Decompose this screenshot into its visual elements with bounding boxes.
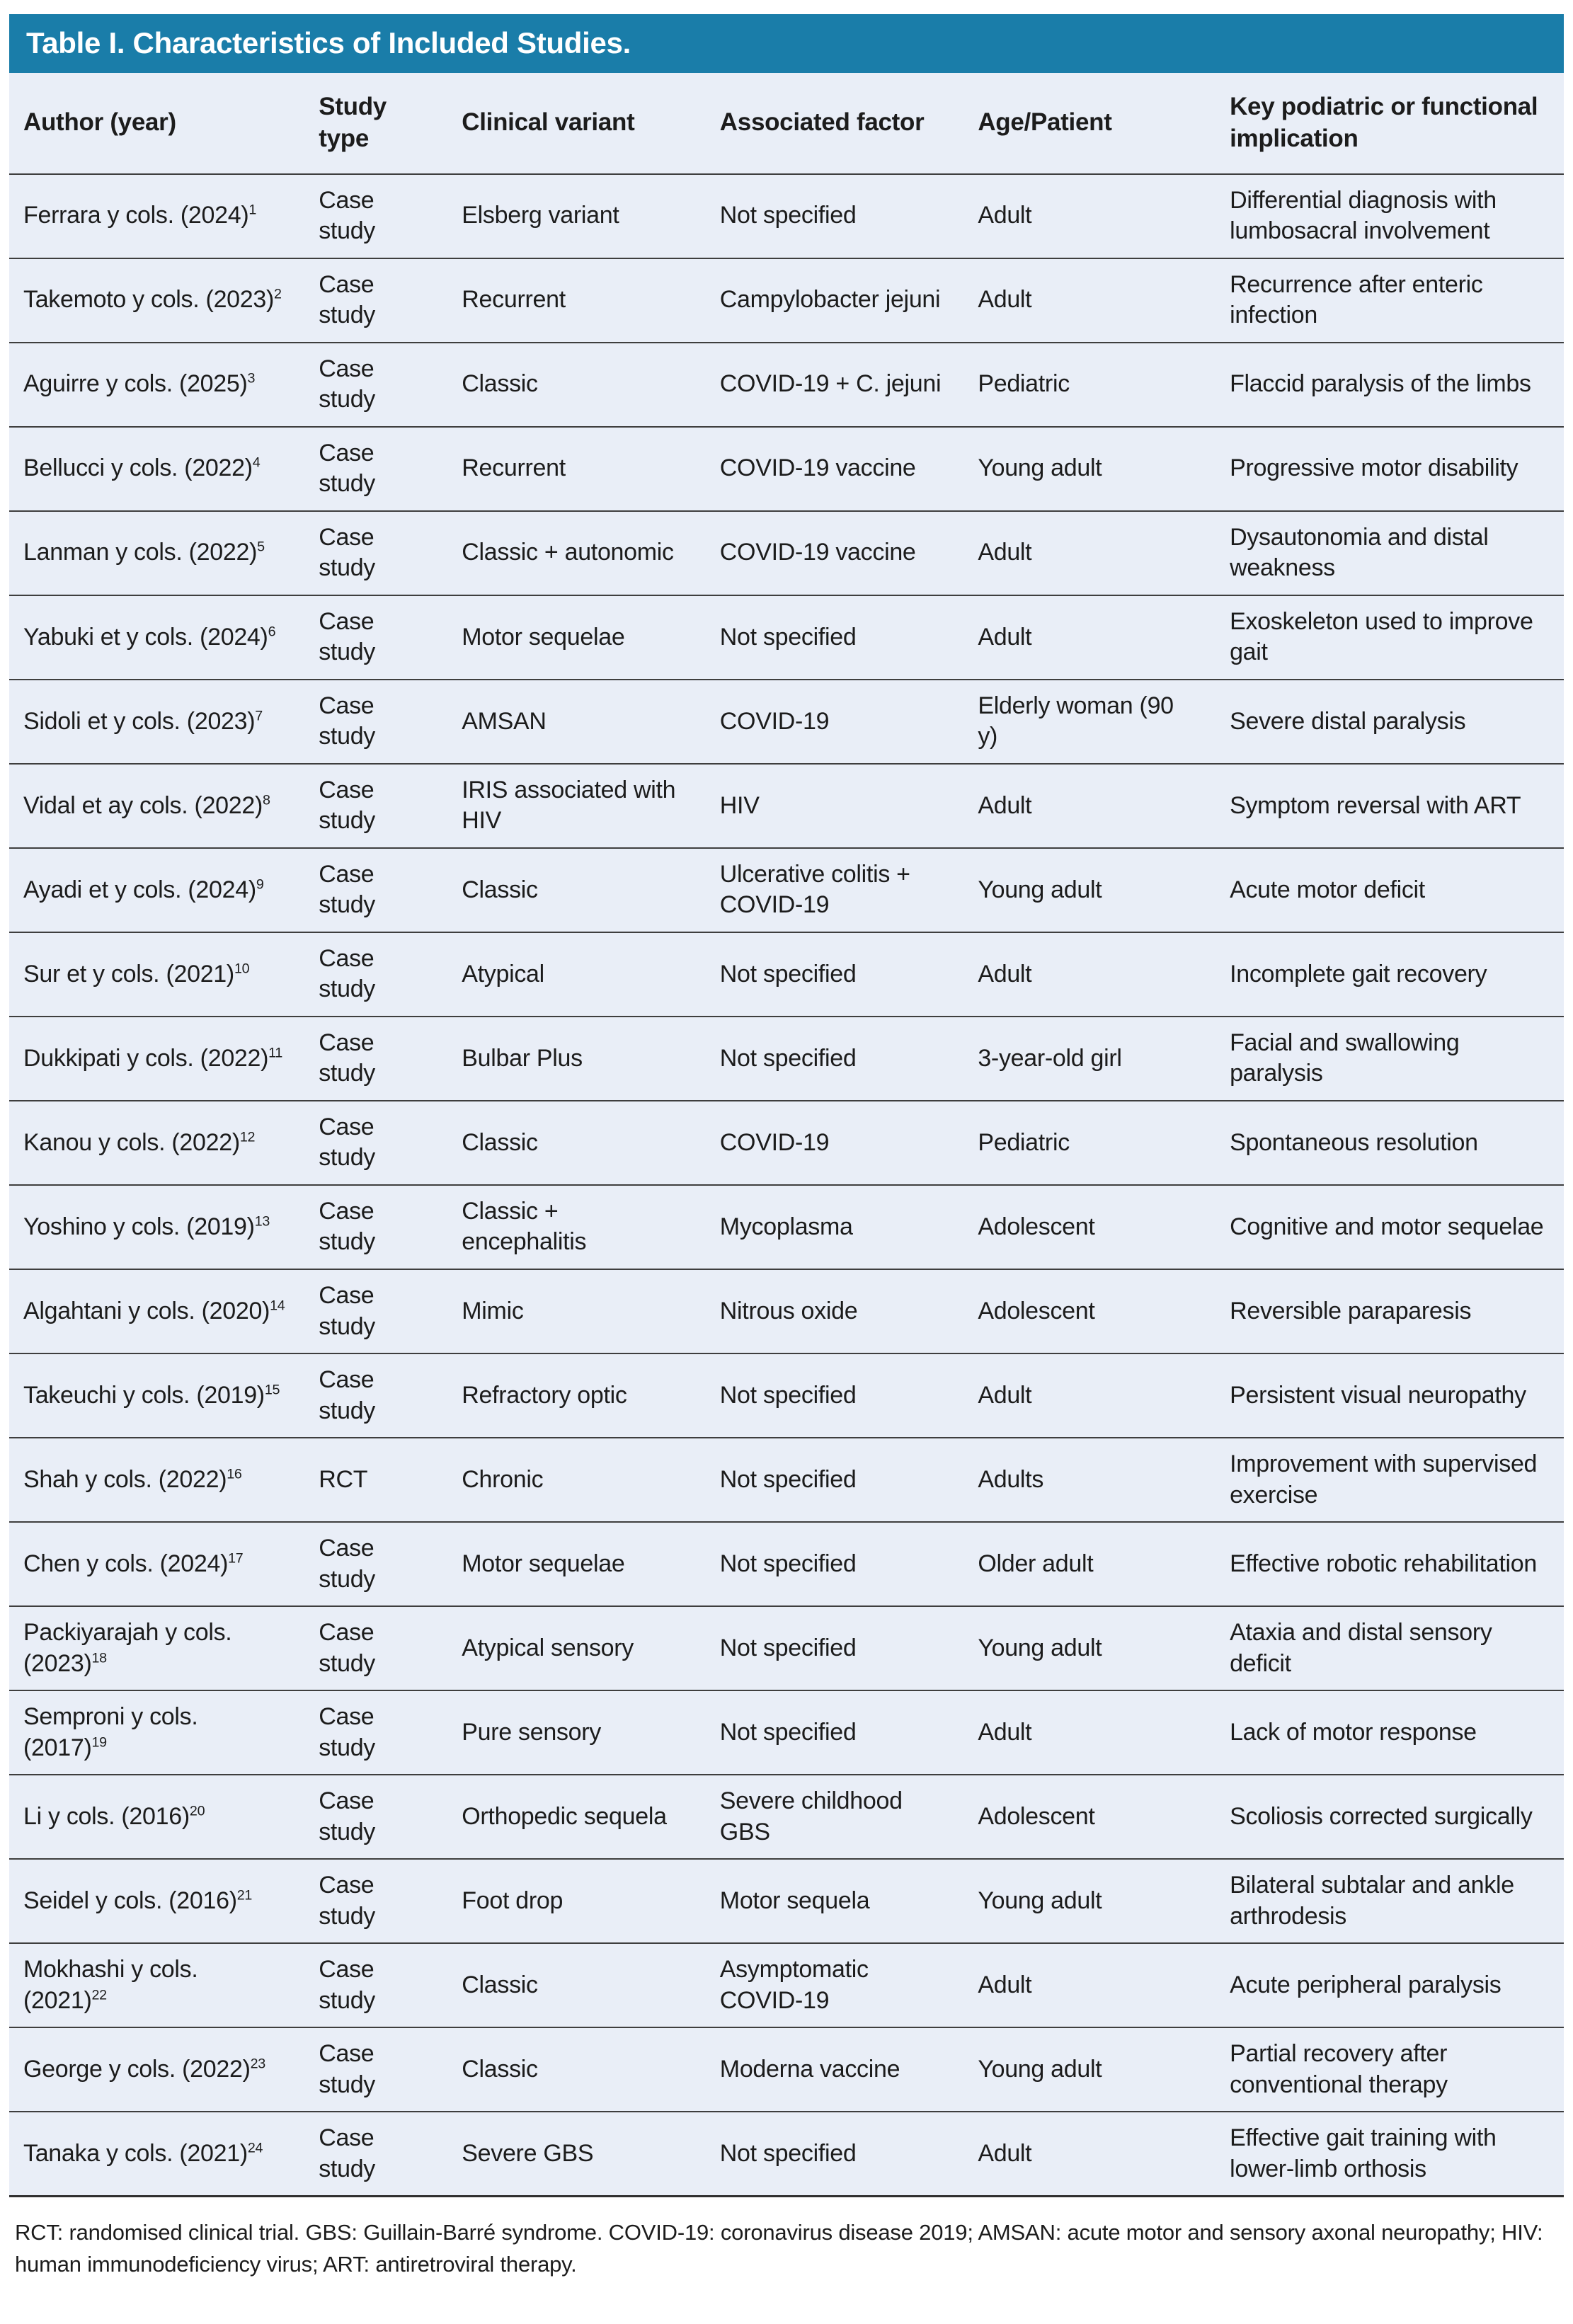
cell-associated-factor: Not specified [706, 932, 964, 1017]
reference-superscript: 18 [91, 1650, 107, 1666]
reference-superscript: 12 [239, 1129, 256, 1145]
cell-study-type: Case study [304, 1859, 447, 1943]
cell-age-patient: Pediatric [963, 1101, 1216, 1185]
cell-author [9, 1775, 304, 1859]
table-row [9, 1353, 1564, 1438]
author-text: Seidel y cols. (2016) [23, 1887, 237, 1914]
cell-clinical-variant: Atypical sensory [447, 1606, 706, 1690]
cell-implication: Effective robotic rehabilitation [1216, 1522, 1564, 1606]
cell-clinical-variant: Mimic [447, 1269, 706, 1353]
cell-age-patient: Young adult [963, 1859, 1216, 1943]
col-header-age-patient: Age/Patient [963, 73, 1216, 174]
cell-associated-factor: Not specified [706, 2112, 964, 2197]
cell-age-patient: Adult [963, 511, 1216, 595]
cell-clinical-variant: Classic [447, 1943, 706, 2027]
cell-study-type: RCT [304, 1438, 447, 1522]
cell-associated-factor: COVID-19 vaccine [706, 427, 964, 511]
cell-clinical-variant: Chronic [447, 1438, 706, 1522]
cell-associated-factor: Not specified [706, 1438, 964, 1522]
reference-superscript: 24 [247, 2140, 263, 2156]
cell-clinical-variant: Motor sequelae [447, 595, 706, 680]
cell-study-type: Case study [304, 174, 447, 258]
cell-implication: Severe distal paralysis [1216, 680, 1564, 764]
cell-implication: Scoliosis corrected surgically [1216, 1775, 1564, 1859]
author-text: Algahtani y cols. (2020) [23, 1297, 270, 1324]
cell-author [9, 1690, 304, 1775]
table-row [9, 174, 1564, 258]
author-text: Takeuchi y cols. (2019) [23, 1381, 265, 1409]
reference-superscript: 2 [274, 287, 282, 303]
cell-study-type: Case study [304, 1353, 447, 1438]
cell-associated-factor: Not specified [706, 1353, 964, 1438]
reference-superscript: 7 [255, 708, 263, 724]
cell-clinical-variant: Refractory optic [447, 1353, 706, 1438]
cell-associated-factor: Not specified [706, 1017, 964, 1101]
cell-associated-factor: COVID-19 vaccine [706, 511, 964, 595]
table-row [9, 258, 1564, 343]
cell-study-type: Case study [304, 1943, 447, 2027]
cell-study-type: Case study [304, 680, 447, 764]
cell-clinical-variant: Classic + autonomic [447, 511, 706, 595]
cell-age-patient: Adult [963, 2112, 1216, 2197]
cell-author [9, 1017, 304, 1101]
cell-associated-factor: Severe childhood GBS [706, 1775, 964, 1859]
cell-study-type: Case study [304, 427, 447, 511]
cell-study-type: Case study [304, 1522, 447, 1606]
cell-age-patient: Adolescent [963, 1269, 1216, 1353]
cell-age-patient: Adult [963, 764, 1216, 848]
reference-superscript: 8 [263, 792, 270, 808]
reference-superscript: 19 [91, 1734, 107, 1751]
cell-clinical-variant: Classic [447, 343, 706, 427]
cell-study-type: Case study [304, 511, 447, 595]
cell-implication: Persistent visual neuropathy [1216, 1353, 1564, 1438]
col-header-implication: Key podiatric or functional implication [1216, 73, 1564, 174]
reference-superscript: 10 [234, 961, 250, 977]
author-text: Kanou y cols. (2022) [23, 1128, 240, 1156]
cell-age-patient: Older adult [963, 1522, 1216, 1606]
author-text: Yabuki et y cols. (2024) [23, 623, 268, 651]
table-row [9, 1690, 1564, 1775]
cell-clinical-variant: Motor sequelae [447, 1522, 706, 1606]
cell-author [9, 427, 304, 511]
cell-study-type: Case study [304, 1690, 447, 1775]
author-text: Ferrara y cols. (2024) [23, 202, 249, 229]
cell-author [9, 848, 304, 932]
cell-clinical-variant: Classic [447, 2027, 706, 2112]
author-text: George y cols. (2022) [23, 2056, 251, 2083]
cell-associated-factor: Nitrous oxide [706, 1269, 964, 1353]
reference-superscript: 15 [264, 1382, 280, 1398]
cell-age-patient: Elderly woman (90 y) [963, 680, 1216, 764]
cell-clinical-variant: Elsberg variant [447, 174, 706, 258]
table-row [9, 427, 1564, 511]
table-row [9, 932, 1564, 1017]
cell-age-patient: Pediatric [963, 343, 1216, 427]
cell-associated-factor: COVID-19 [706, 680, 964, 764]
cell-clinical-variant: Foot drop [447, 1859, 706, 1943]
cell-author [9, 2027, 304, 2112]
cell-implication: Effective gait training with lower-limb orthosis [1216, 2112, 1564, 2197]
cell-age-patient: Adolescent [963, 1185, 1216, 1269]
cell-associated-factor: Not specified [706, 1690, 964, 1775]
cell-study-type: Case study [304, 1775, 447, 1859]
reference-superscript: 1 [248, 202, 257, 219]
cell-associated-factor: Mycoplasma [706, 1185, 964, 1269]
cell-study-type: Case study [304, 2027, 447, 2112]
header-row [9, 73, 1564, 174]
cell-associated-factor: Not specified [706, 174, 964, 258]
col-header-associated-factor: Associated factor [706, 73, 964, 174]
cell-author [9, 595, 304, 680]
col-header-author: Author (year) [9, 73, 304, 174]
author-text: Packiyarajah y cols. (2023) [23, 1619, 232, 1677]
table-row [9, 1438, 1564, 1522]
reference-superscript: 21 [236, 1887, 253, 1904]
reference-superscript: 5 [257, 539, 265, 556]
cell-implication: Recurrence after enteric infection [1216, 258, 1564, 343]
reference-superscript: 20 [189, 1803, 205, 1819]
reference-superscript: 4 [252, 455, 261, 471]
author-text: Aguirre y cols. (2025) [23, 370, 248, 398]
cell-age-patient: Adult [963, 1690, 1216, 1775]
cell-associated-factor: Ulcerative colitis + COVID-19 [706, 848, 964, 932]
cell-study-type: Case study [304, 595, 447, 680]
cell-implication: Progressive motor disability [1216, 427, 1564, 511]
cell-implication: Acute peripheral paralysis [1216, 1943, 1564, 2027]
cell-author [9, 1859, 304, 1943]
author-text: Mokhashi y cols. (2021) [23, 1956, 198, 2014]
cell-age-patient: Adult [963, 174, 1216, 258]
cell-associated-factor: Moderna vaccine [706, 2027, 964, 2112]
cell-clinical-variant: AMSAN [447, 680, 706, 764]
cell-clinical-variant: Atypical [447, 932, 706, 1017]
cell-implication: Exoskeleton used to improve gait [1216, 595, 1564, 680]
cell-author [9, 343, 304, 427]
cell-associated-factor: HIV [706, 764, 964, 848]
cell-author [9, 258, 304, 343]
included-studies-table [9, 73, 1564, 2197]
table-row [9, 1606, 1564, 1690]
cell-author [9, 680, 304, 764]
cell-age-patient: Adult [963, 1943, 1216, 2027]
cell-study-type: Case study [304, 764, 447, 848]
cell-age-patient: Adult [963, 1353, 1216, 1438]
author-text: Yoshino y cols. (2019) [23, 1213, 255, 1240]
cell-author [9, 1522, 304, 1606]
cell-age-patient: 3-year-old girl [963, 1017, 1216, 1101]
cell-associated-factor: Not specified [706, 1522, 964, 1606]
cell-author [9, 764, 304, 848]
cell-study-type: Case study [304, 1185, 447, 1269]
cell-implication: Symptom reversal with ART [1216, 764, 1564, 848]
cell-implication: Partial recovery after conventional therapy [1216, 2027, 1564, 2112]
table-row [9, 1943, 1564, 2027]
cell-clinical-variant: Bulbar Plus [447, 1017, 706, 1101]
col-header-study-type: Study type [304, 73, 447, 174]
cell-age-patient: Adolescent [963, 1775, 1216, 1859]
cell-age-patient: Young adult [963, 848, 1216, 932]
cell-implication: Spontaneous resolution [1216, 1101, 1564, 1185]
cell-study-type: Case study [304, 1101, 447, 1185]
cell-implication: Incomplete gait recovery [1216, 932, 1564, 1017]
cell-associated-factor: COVID-19 [706, 1101, 964, 1185]
cell-implication: Dysautonomia and distal weakness [1216, 511, 1564, 595]
reference-superscript: 3 [247, 371, 256, 387]
cell-author [9, 1269, 304, 1353]
table-row [9, 595, 1564, 680]
reference-superscript: 17 [228, 1550, 244, 1567]
author-text: Takemoto y cols. (2023) [23, 286, 275, 314]
cell-author [9, 1438, 304, 1522]
author-text: Tanaka y cols. (2021) [23, 2140, 248, 2168]
table-row [9, 1017, 1564, 1101]
cell-study-type: Case study [304, 2112, 447, 2197]
reference-superscript: 14 [270, 1298, 285, 1314]
cell-author [9, 932, 304, 1017]
cell-study-type: Case study [304, 848, 447, 932]
cell-study-type: Case study [304, 1269, 447, 1353]
cell-implication: Cognitive and motor sequelae [1216, 1185, 1564, 1269]
cell-implication: Flaccid paralysis of the limbs [1216, 343, 1564, 427]
author-text: Li y cols. (2016) [23, 1802, 190, 1830]
cell-study-type: Case study [304, 1017, 447, 1101]
author-text: Chen y cols. (2024) [23, 1550, 229, 1577]
cell-author [9, 174, 304, 258]
cell-implication: Ataxia and distal sensory deficit [1216, 1606, 1564, 1690]
cell-author [9, 1185, 304, 1269]
table-row [9, 1101, 1564, 1185]
cell-author [9, 1943, 304, 2027]
reference-superscript: 9 [256, 876, 264, 893]
table-row [9, 343, 1564, 427]
cell-clinical-variant: Classic + encephalitis [447, 1185, 706, 1269]
reference-superscript: 6 [268, 624, 276, 640]
table-title: Table I. Characteristics of Included Studies. [9, 14, 1564, 73]
cell-clinical-variant: Classic [447, 848, 706, 932]
cell-clinical-variant: Severe GBS [447, 2112, 706, 2197]
author-text: Semproni y cols. (2017) [23, 1703, 198, 1761]
table-row [9, 1775, 1564, 1859]
cell-study-type: Case study [304, 258, 447, 343]
cell-implication: Improvement with supervised exercise [1216, 1438, 1564, 1522]
author-text: Dukkipati y cols. (2022) [23, 1044, 269, 1072]
cell-associated-factor: Not specified [706, 1606, 964, 1690]
cell-implication: Lack of motor response [1216, 1690, 1564, 1775]
cell-associated-factor: Campylobacter jejuni [706, 258, 964, 343]
cell-age-patient: Young adult [963, 427, 1216, 511]
cell-age-patient: Adult [963, 932, 1216, 1017]
table-row [9, 2112, 1564, 2197]
reference-superscript: 22 [91, 1987, 107, 2003]
cell-author [9, 1606, 304, 1690]
cell-clinical-variant: Classic [447, 1101, 706, 1185]
table-row [9, 680, 1564, 764]
table-row [9, 1859, 1564, 1943]
table-body [9, 174, 1564, 2197]
table-row [9, 1185, 1564, 1269]
cell-age-patient: Adult [963, 595, 1216, 680]
cell-implication: Bilateral subtalar and ankle arthrodesis [1216, 1859, 1564, 1943]
table-header [9, 73, 1564, 174]
author-text: Vidal et ay cols. (2022) [23, 791, 263, 819]
cell-associated-factor: COVID-19 + C. jejuni [706, 343, 964, 427]
table-row [9, 1522, 1564, 1606]
table-row [9, 511, 1564, 595]
cell-study-type: Case study [304, 343, 447, 427]
cell-implication: Differential diagnosis with lumbosacral involvement [1216, 174, 1564, 258]
cell-clinical-variant: Recurrent [447, 258, 706, 343]
cell-clinical-variant: IRIS associated with HIV [447, 764, 706, 848]
author-text: Ayadi et y cols. (2024) [23, 876, 256, 903]
reference-superscript: 13 [254, 1213, 270, 1230]
cell-associated-factor: Not specified [706, 595, 964, 680]
table-row [9, 2027, 1564, 2112]
table-row [9, 764, 1564, 848]
author-text: Shah y cols. (2022) [23, 1465, 227, 1493]
cell-implication: Facial and swallowing paralysis [1216, 1017, 1564, 1101]
col-header-clinical-variant: Clinical variant [447, 73, 706, 174]
cell-clinical-variant: Pure sensory [447, 1690, 706, 1775]
cell-author [9, 2112, 304, 2197]
cell-study-type: Case study [304, 1606, 447, 1690]
cell-clinical-variant: Recurrent [447, 427, 706, 511]
author-text: Bellucci y cols. (2022) [23, 454, 253, 482]
cell-study-type: Case study [304, 932, 447, 1017]
reference-superscript: 16 [227, 1466, 242, 1482]
table-row [9, 1269, 1564, 1353]
cell-implication: Reversible paraparesis [1216, 1269, 1564, 1353]
cell-associated-factor: Motor sequela [706, 1859, 964, 1943]
cell-author [9, 1353, 304, 1438]
cell-author [9, 511, 304, 595]
author-text: Lanman y cols. (2022) [23, 539, 258, 566]
table-row [9, 848, 1564, 932]
author-text: Sidoli et y cols. (2023) [23, 707, 256, 735]
cell-implication: Acute motor deficit [1216, 848, 1564, 932]
author-text: Sur et y cols. (2021) [23, 960, 234, 988]
cell-age-patient: Adults [963, 1438, 1216, 1522]
reference-superscript: 11 [268, 1045, 283, 1061]
cell-age-patient: Young adult [963, 1606, 1216, 1690]
reference-superscript: 23 [250, 2056, 265, 2072]
cell-clinical-variant: Orthopedic sequela [447, 1775, 706, 1859]
cell-associated-factor: Asymptomatic COVID-19 [706, 1943, 964, 2027]
cell-author [9, 1101, 304, 1185]
cell-age-patient: Adult [963, 258, 1216, 343]
cell-age-patient: Young adult [963, 2027, 1216, 2112]
table-footnote: RCT: randomised clinical trial. GBS: Guillain-Barré syndrome. COVID-19: coronavirus disease 2019; AMSAN: acute motor and sensory axonal neuropathy; HIV: human immunodeficiency virus; ART: antiretroviral therapy. [15, 2220, 1543, 2277]
